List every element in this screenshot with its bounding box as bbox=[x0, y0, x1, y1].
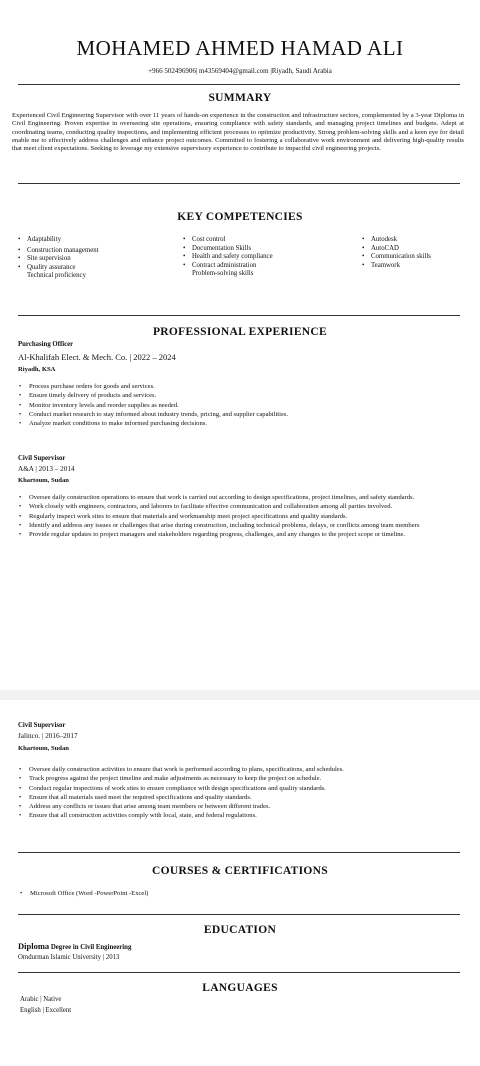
job-location: Khartoum, Sudan bbox=[18, 477, 69, 484]
job-bullet: • Ensure that all materials used meet the required specifications and quality standards. bbox=[19, 793, 464, 802]
competencies-heading: KEY COMPETENCIES bbox=[177, 211, 303, 223]
competencies-column-2 bbox=[183, 236, 343, 279]
language-item: English | Excellent bbox=[20, 1007, 72, 1014]
summary-heading: SUMMARY bbox=[208, 92, 272, 104]
courses-list bbox=[20, 889, 320, 898]
job-role: Civil Supervisor bbox=[18, 722, 66, 729]
competencies-column-1 bbox=[18, 236, 168, 281]
job-bullet: • Conduct regular inspections of work sites to ensure compliance with design specifications and quality standards. bbox=[19, 784, 464, 793]
competency-item: • Quality assurance bbox=[18, 264, 168, 273]
job-location: Khartoum, Sudan bbox=[18, 745, 69, 752]
competency-item: • Cost control bbox=[183, 236, 343, 245]
language-item: Arabic | Native bbox=[20, 996, 62, 1003]
competencies-column-3 bbox=[362, 236, 472, 270]
job-company: Al-Khalifah Elect. & Mech. Co. | 2022 – 2024 bbox=[18, 352, 176, 362]
job-bullet: • Address any conflicts or issues that arise among team members or between different trades. bbox=[19, 802, 464, 811]
job-role: Civil Supervisor bbox=[18, 455, 66, 462]
competency-item: • Communication skills bbox=[362, 253, 472, 262]
job-company: Jalinco. | 2016–2017 bbox=[18, 732, 78, 740]
experience-divider bbox=[18, 852, 460, 853]
job-bullet: • Monitor inventory levels and reorder supplies as needed. bbox=[19, 401, 459, 410]
job-bullet: • Track progress against the project timeline and make adjustments as necessary to keep the project on schedule. bbox=[19, 774, 464, 783]
candidate-name: MOHAMED AHMED HAMAD ALI bbox=[76, 36, 404, 60]
education-school: Omdurman Islamic University | 2013 bbox=[18, 954, 120, 961]
job-bullets bbox=[19, 765, 464, 821]
competencies-divider bbox=[18, 315, 460, 316]
job-bullet: • Ensure timely delivery of products and services. bbox=[19, 391, 459, 400]
languages-heading: LANGUAGES bbox=[202, 982, 278, 994]
job-location: Riyadh, KSA bbox=[18, 366, 56, 373]
education-heading: EDUCATION bbox=[203, 924, 277, 936]
contact-line: +966 502496906| m43569404@gmail.com |Riyadh, Saudi Arabia bbox=[148, 67, 332, 75]
job-role: Purchasing Officer bbox=[18, 341, 74, 348]
competency-item: • Construction management bbox=[18, 247, 168, 256]
competency-item: • Teamwork bbox=[362, 262, 472, 271]
competency-item: • Documentation Skills bbox=[183, 245, 343, 254]
job-bullet: • Ensure that all construction activities comply with local, state, and federal regulations. bbox=[19, 811, 464, 820]
job-bullet: • Work closely with engineers, contractors, and laborers to facilitate effective communication and collaboration among all parties involved. bbox=[19, 502, 459, 511]
header-divider bbox=[18, 84, 460, 85]
competency-item: Technical proficiency bbox=[27, 272, 86, 280]
course-item: • Microsoft Office (Word -PowerPoint -Excel) bbox=[20, 889, 320, 898]
competency-item: • Autodesk bbox=[362, 236, 472, 245]
courses-divider bbox=[18, 914, 460, 915]
experience-heading: PROFESSIONAL EXPERIENCE bbox=[152, 326, 327, 338]
job-bullet: • Provide regular updates to project managers and stakeholders regarding progress, challenges, and any changes to the project scope or timeline. bbox=[19, 530, 459, 539]
job-bullet: • Oversee daily construction activities to ensure that work is performed according to plans, specifications, and schedules. bbox=[19, 765, 464, 774]
competency-item: • Site supervision bbox=[18, 255, 168, 264]
degree-field: Degree in Civil Engineering bbox=[49, 944, 132, 951]
competency-item: • Health and safety compliance bbox=[183, 253, 343, 262]
job-bullet: • Identify and address any issues or challenges that arise during construction, including technical problems, delays, or conflicts among team members bbox=[19, 521, 459, 530]
job-bullets bbox=[19, 493, 459, 539]
job-company: A&A | 2013 – 2014 bbox=[18, 465, 75, 473]
summary-text: Experienced Civil Engineering Supervisor with over 11 years of hands-on experience in the construction and infrastructure sectors, complemented by a 3-year Diploma in Civil Engineering. Proven expertise in overseeing site operations, ensuring compliance with safety standards, and managing project timelines and budgets. Adept at coordinating teams, conducting quality inspections, and implementing efficient processes to optimize productivity. Strong problem-solving skills and a keen eye for detail enable me to effectively address challenges and enhance project outcomes. Committed to fostering a collaborative work environment and delivering high-quality results that meet client expectations. Seeking to leverage my extensive supervisory experience to contribute to impactful civil engineering projects. bbox=[12, 112, 464, 153]
job-bullet: • Process purchase orders for goods and services. bbox=[19, 382, 459, 391]
competency-item: • AutoCAD bbox=[362, 245, 472, 254]
job-bullets bbox=[19, 382, 459, 428]
job-bullet: • Oversee daily construction operations to ensure that work is carried out according to design specifications, project timelines, and safety standards. bbox=[19, 493, 459, 502]
job-bullet: • Regularly inspect work sites to ensure that materials and workmanship meet project specifications and quality standards. bbox=[19, 512, 459, 521]
competency-item: Problem-solving skills bbox=[192, 270, 254, 278]
degree-level: Diploma bbox=[18, 941, 50, 951]
resume-page-2 bbox=[0, 700, 480, 1066]
courses-heading: COURSES & CERTIFICATIONS bbox=[152, 865, 328, 877]
competency-item: • Contract administration bbox=[183, 262, 343, 271]
competency-item: • Adaptability bbox=[18, 236, 168, 245]
summary-divider bbox=[18, 183, 460, 184]
job-bullet: • Analyze market conditions to make informed purchasing decisions. bbox=[19, 419, 459, 428]
education-degree bbox=[18, 941, 131, 951]
education-divider bbox=[18, 972, 460, 973]
job-bullet: • Conduct market research to stay informed about industry trends, pricing, and supplier capabilities. bbox=[19, 410, 459, 419]
